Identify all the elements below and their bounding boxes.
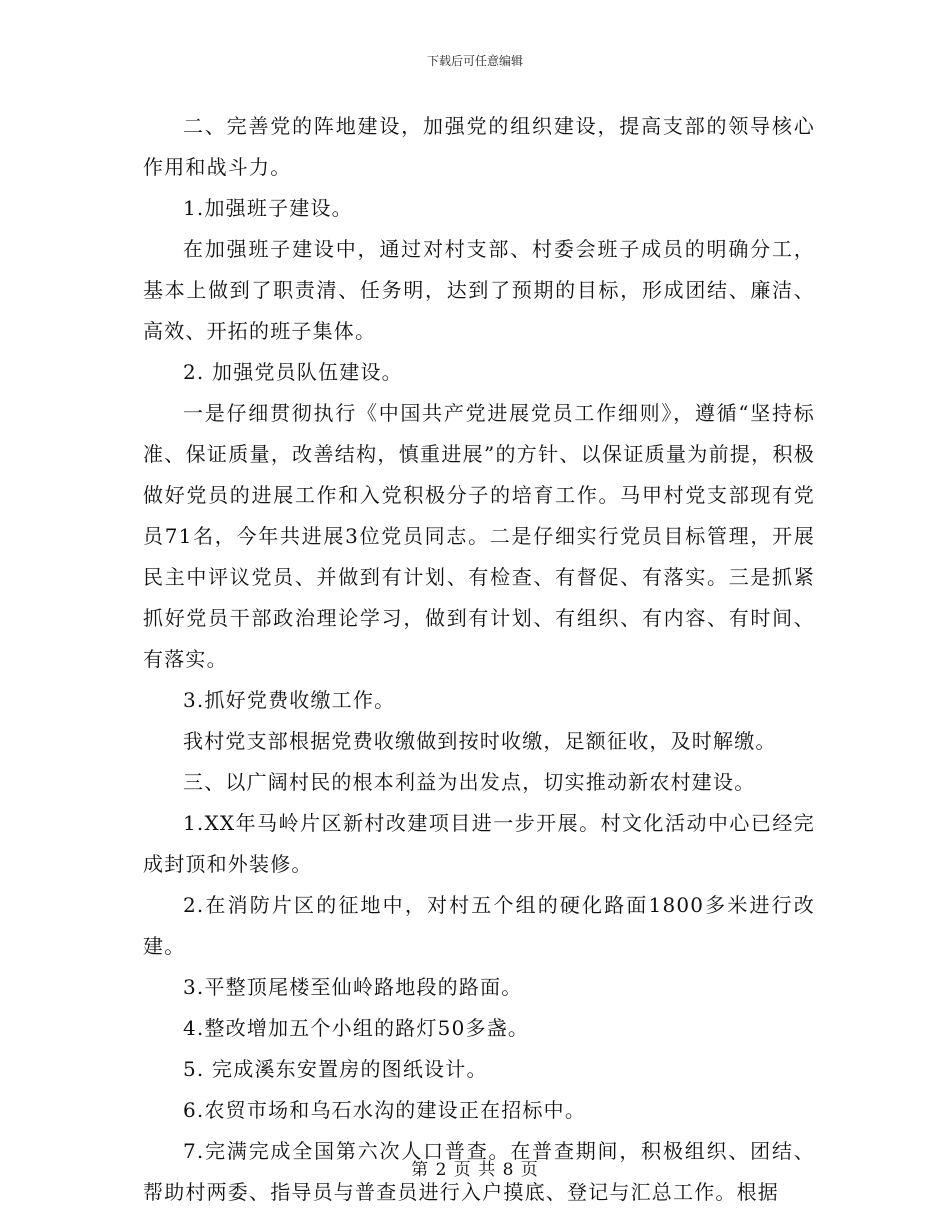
header-note: 下载后可任意编辑 [426, 54, 523, 68]
paragraph: 7.完满完成全国第六次人口普查。在普查期间，积极组织、团结、帮助村两委、指导员与普查员进行入户摸底、登记与汇总工作。根据 [143, 1139, 815, 1204]
paragraph: 5. 完成溪东安置房的图纸设计。 [183, 1057, 488, 1081]
paragraph: 2.在消防片区的征地中，对村五个组的硬化路面1800多米进行改建。 [143, 893, 815, 958]
paragraph: 1.加强班子建设。 [183, 196, 353, 220]
paragraph: 4.整改增加五个小组的路灯50多盏。 [183, 1016, 530, 1040]
paragraph: 1.XX年马岭片区新村改建项目进一步开展。村文化活动中心已经完成封顶和外装修。 [143, 811, 815, 876]
paragraph: 三、以广阔村民的根本利益为出发点，切实推动新农村建设。 [183, 770, 756, 794]
paragraph: 3.抓好党费收缴工作。 [183, 688, 396, 712]
paragraph: 一是仔细贯彻执行《中国共产党进展党员工作细则》，遵循“坚持标准、保证质量，改善结构，慎重进展”的方针、以保证质量为前提，积极做好党员的进展工作和入党积极分子的培育工作。马甲村党支部现有党员71名，今年共进展3位党员同志。二是仔细实行党员目标管理，开展民主中评议党员、并做到有计划、有检查、有督促、有落实。三是抓紧抓好党员干部政治理论学习，做到有计划、有组织、有内容、有时间、有落实。 [143, 401, 815, 671]
paragraph: 6.农贸市场和乌石水沟的建设正在招标中。 [183, 1098, 587, 1122]
paragraph: 二、完善党的阵地建设，加强党的组织建设，提高支部的领导核心作用和战斗力。 [143, 114, 815, 179]
paragraph: 3.平整顶尾楼至仙岭路地段的路面。 [183, 975, 523, 999]
document-body [143, 106, 815, 1213]
page-number: 第 2 页 共 8 页 [411, 1160, 539, 1180]
paragraph: 2. 加强党员队伍建设。 [183, 360, 403, 384]
paragraph: 在加强班子建设中，通过对村支部、村委会班子成员的明确分工，基本上做到了职责清、任务明，达到了预期的目标，形成团结、廉洁、高效、开拓的班子集体。 [143, 237, 815, 343]
paragraph: 我村党支部根据党费收缴做到按时收缴，足额征收，及时解缴。 [183, 729, 777, 753]
